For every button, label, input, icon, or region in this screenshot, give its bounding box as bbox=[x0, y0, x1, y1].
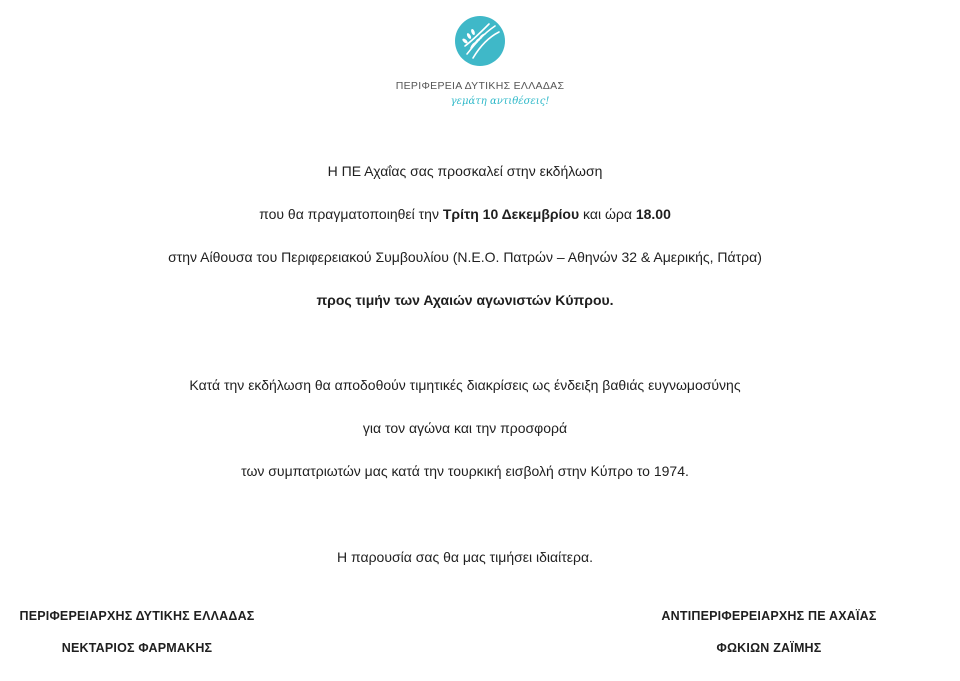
org-name: ΠΕΡΙΦΕΡΕΙΑ ΔΥΤΙΚΗΣ ΕΛΛΑΔΑΣ bbox=[395, 80, 565, 92]
closing-line: Η παρουσία σας θα μας τιμήσει ιδιαίτερα. bbox=[337, 549, 593, 565]
right-signature-title: ΑΝΤΙΠΕΡΙΦΕΡΕΙΑΡΧΗΣ ΠΕ ΑΧΑΪΑΣ bbox=[661, 609, 877, 623]
honor-line: προς τιμήν των Αχαιών αγωνιστών Κύπρου. bbox=[316, 292, 614, 308]
invitation-line-2 bbox=[0, 205, 930, 223]
time-intro-text: και ώρα bbox=[579, 206, 636, 222]
event-date: Τρίτη 10 Δεκεμβρίου bbox=[442, 206, 580, 222]
wheat-circle-logo-icon bbox=[453, 14, 507, 68]
letterhead bbox=[0, 14, 960, 107]
date-intro-text: που θα πραγματοποιηθεί την bbox=[259, 206, 443, 222]
awards-line-1: Κατά την εκδήλωση θα αποδοθούν τιμητικές διακρίσεις ως ένδειξη βαθιάς ευγνωμοσύνης bbox=[189, 377, 741, 393]
slogan: γεμάτη αντιθέσεις! bbox=[450, 96, 550, 107]
invitation-line-1: Η ΠΕ Αχαΐας σας προσκαλεί στην εκδήλωση bbox=[327, 163, 603, 179]
right-signature-name: ΦΩΚΙΩΝ ΖΑΪΜΗΣ bbox=[716, 641, 822, 655]
awards-line-3: των συμπατριωτών μας κατά την τουρκική εισβολή στην Κύπρο το 1974. bbox=[241, 463, 689, 479]
left-signature-name: ΝΕΚΤΑΡΙΟΣ ΦΑΡΜΑΚΗΣ bbox=[61, 641, 213, 655]
event-time: 18.00 bbox=[635, 206, 671, 222]
venue-line: στην Αίθουσα του Περιφερειακού Συμβουλίου (Ν.Ε.Ο. Πατρών – Αθηνών 32 & Αμερικής, Πάτρα) bbox=[168, 249, 762, 265]
awards-line-2: για τον αγώνα και την προσφορά bbox=[362, 420, 568, 436]
left-signature-title: ΠΕΡΙΦΕΡΕΙΑΡΧΗΣ ΔΥΤΙΚΗΣ ΕΛΛΑΔΑΣ bbox=[19, 609, 255, 623]
